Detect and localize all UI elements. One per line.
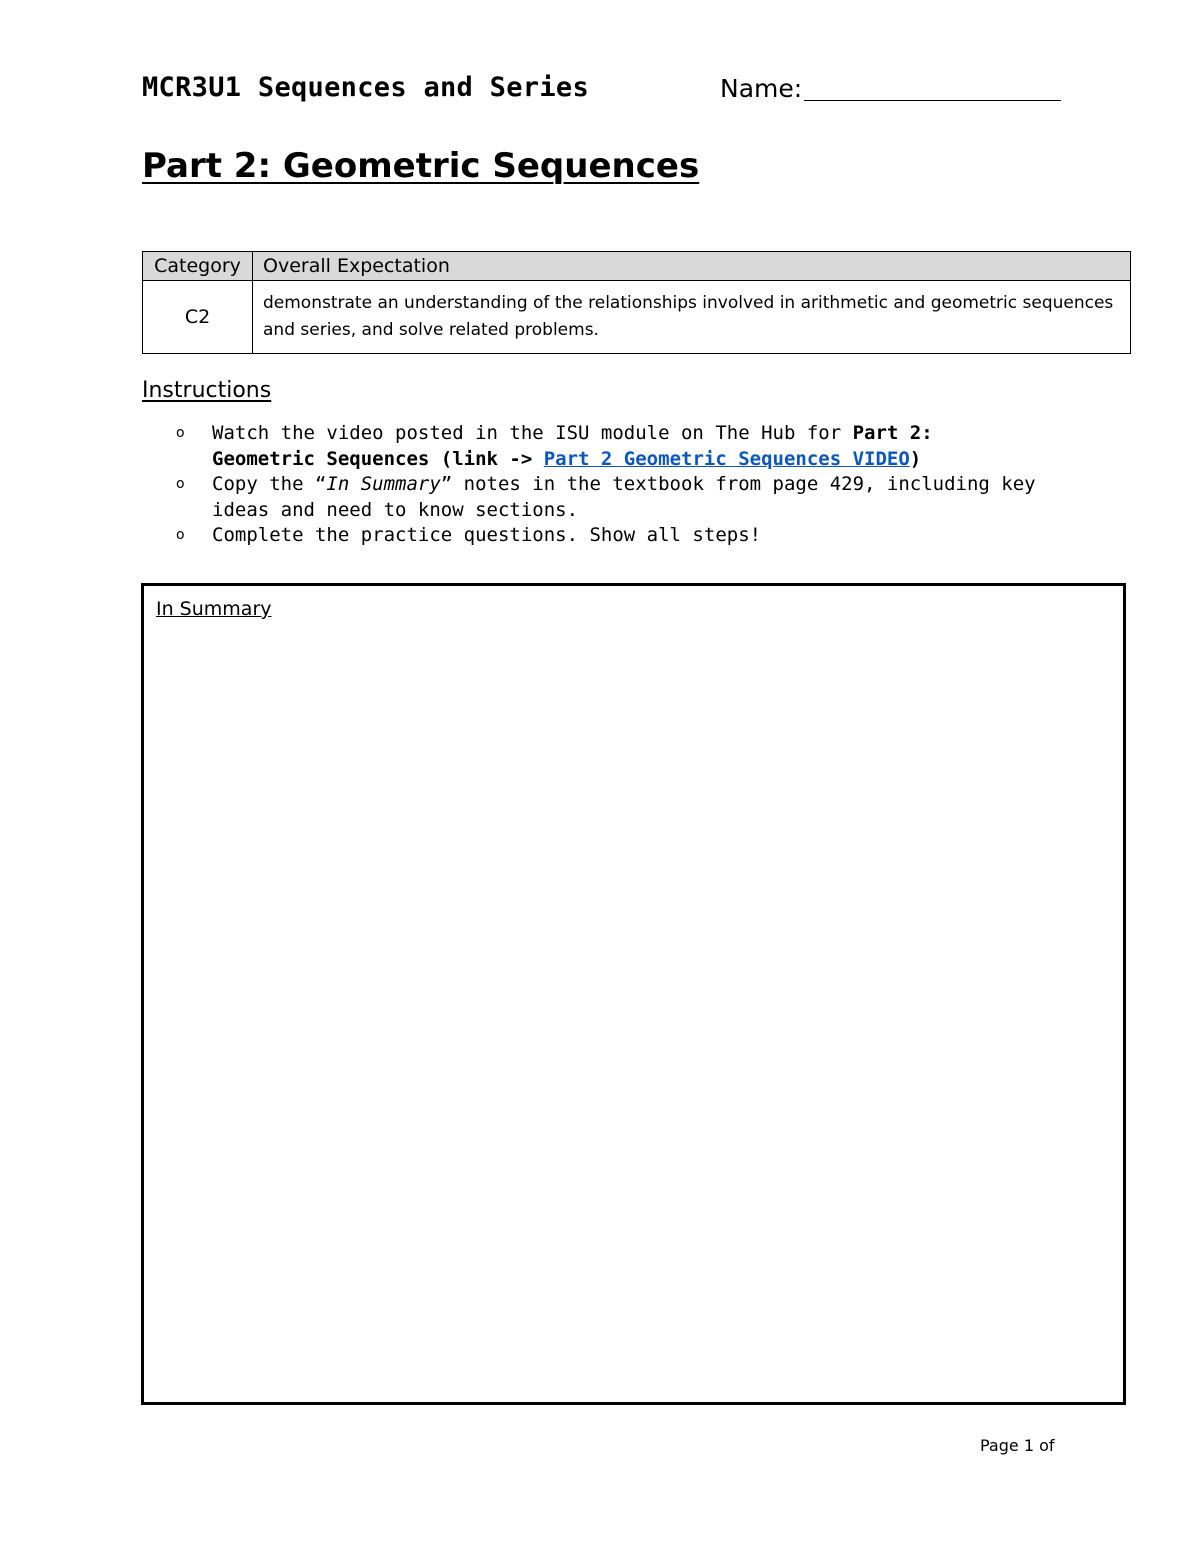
name-blank-line[interactable]	[804, 100, 1061, 101]
bullet-icon: o	[176, 476, 185, 492]
list-item	[142, 421, 1042, 472]
instruction-text-end: ” notes in the textbook from page 429, including key ideas and need to know sections.	[212, 473, 1036, 521]
instruction-text: Watch the video posted in the ISU module on The Hub for	[212, 422, 853, 444]
instruction-bold-end: )	[909, 447, 922, 470]
expectations-table	[142, 251, 1131, 354]
summary-label: In Summary	[156, 598, 272, 620]
summary-answer-box[interactable]	[141, 583, 1126, 1405]
page-title: Part 2: Geometric Sequences	[142, 146, 700, 186]
instruction-text: Copy the “	[212, 473, 327, 495]
table-header-row	[143, 252, 1131, 281]
list-item	[142, 523, 1042, 549]
column-header-expectation: Overall Expectation	[253, 252, 1131, 281]
expectation-cell: demonstrate an understanding of the relationships involved in arithmetic and geometric sequences and series, and solve related problems.	[253, 281, 1131, 354]
video-link[interactable]: Part 2 Geometric Sequences VIDEO	[543, 447, 910, 470]
instructions-heading: Instructions	[142, 378, 272, 403]
course-title: MCR3U1 Sequences and Series	[142, 72, 589, 103]
instruction-bold-text: Part 2: Geometric Sequences (link ->	[212, 422, 933, 470]
instructions-list	[142, 421, 1042, 549]
category-cell: C2	[143, 281, 253, 354]
column-header-category: Category	[143, 252, 253, 281]
name-label: Name:	[720, 74, 803, 103]
bullet-icon: o	[176, 527, 185, 543]
instruction-italic-text: In Summary	[326, 473, 441, 495]
page-number: Page 1 of	[980, 1436, 1055, 1455]
table-row	[143, 281, 1131, 354]
list-item	[142, 472, 1042, 523]
instruction-text: Complete the practice questions. Show all steps!	[212, 524, 762, 546]
bullet-icon: o	[176, 425, 185, 441]
